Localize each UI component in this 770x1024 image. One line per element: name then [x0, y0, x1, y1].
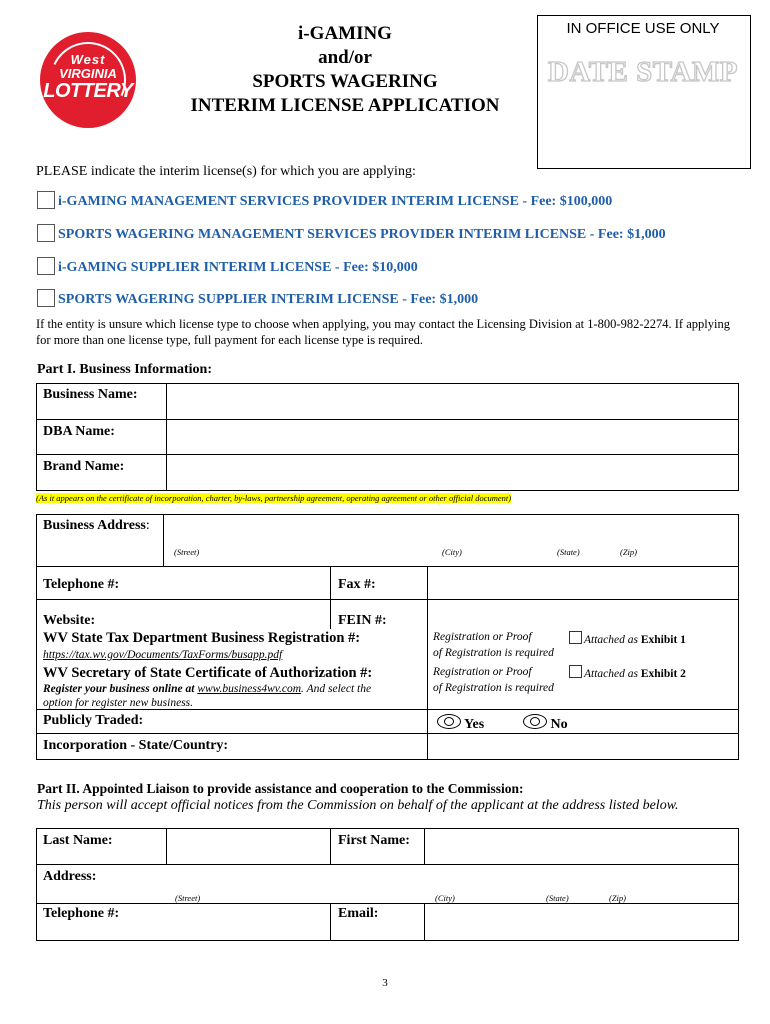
license-checkbox[interactable]	[37, 257, 55, 275]
state-hint: (State)	[557, 547, 580, 557]
fein-field[interactable]	[429, 600, 738, 629]
page-number: 3	[382, 977, 388, 989]
title-line-4: INTERIM LICENSE APPLICATION	[190, 95, 500, 116]
date-stamp-watermark: DATE STAMP	[547, 56, 739, 88]
license-label: SPORTS WAGERING MANAGEMENT SERVICES PROVIDER INTERIM LICENSE - Fee: $1,000	[58, 227, 666, 242]
publicly-traded-yes[interactable]: Yes	[437, 714, 484, 733]
license-option-igaming-supplier[interactable]	[37, 257, 418, 276]
incorporation-label: Incorporation - State/Country:	[43, 738, 229, 753]
part-1-heading: Part I. Business Information:	[37, 362, 213, 377]
first-name-field[interactable]	[426, 830, 738, 863]
exhibit-2-checkbox[interactable]	[569, 665, 582, 678]
license-label: SPORTS WAGERING SUPPLIER INTERIM LICENSE - Fee: $1,000	[58, 292, 479, 307]
business-name-label: Business Name:	[43, 387, 138, 402]
zip-hint: (Zip)	[609, 893, 626, 903]
exhibit-1-attachment[interactable]: Attached as Exhibit 1	[569, 631, 686, 646]
street-hint: (Street)	[175, 893, 201, 903]
title-line-1: i-GAMING	[298, 23, 392, 44]
part-2-subheading: This person will accept official notices from the Commission on behalf of the applicant at the address listed below.	[37, 798, 679, 813]
telephone-label: Telephone #:	[43, 577, 120, 592]
sos-option-text: option for register new business.	[43, 697, 194, 709]
dba-name-label: DBA Name:	[43, 424, 115, 439]
incorporation-field[interactable]	[429, 734, 738, 759]
business-details-table	[36, 514, 739, 760]
title-line-3: SPORTS WAGERING	[252, 71, 438, 92]
license-label: i-GAMING SUPPLIER INTERIM LICENSE - Fee: $10,000	[58, 260, 418, 275]
dba-name-field[interactable]	[167, 420, 738, 453]
business-name-field[interactable]	[167, 385, 738, 418]
publicly-traded-label: Publicly Traded:	[43, 713, 144, 728]
license-checkbox[interactable]	[37, 191, 55, 209]
form-title	[160, 22, 530, 118]
business-address-field[interactable]	[164, 516, 738, 565]
liaison-table	[36, 828, 739, 941]
logo-line-3: LOTTERY	[43, 80, 133, 102]
exhibit-2-attachment[interactable]: Attached as Exhibit 2	[569, 665, 686, 680]
city-hint: (City)	[435, 893, 455, 903]
email-field[interactable]	[426, 904, 738, 940]
license-option-igaming-msp[interactable]	[37, 191, 612, 210]
sos-certificate-label: WV Secretary of State Certificate of Authorization #:	[43, 665, 373, 681]
license-label: i-GAMING MANAGEMENT SERVICES PROVIDER INTERIM LICENSE - Fee: $100,000	[58, 194, 613, 209]
business-address-label: Business Address:	[43, 518, 150, 533]
license-checkbox[interactable]	[37, 224, 55, 242]
website-label: Website:	[43, 613, 96, 628]
exhibit-1-checkbox[interactable]	[569, 631, 582, 644]
license-option-sports-supplier[interactable]	[37, 289, 478, 308]
office-use-label: IN OFFICE USE ONLY	[566, 20, 720, 37]
registration-required-text-2: of Registration is required	[433, 682, 554, 694]
brand-name-label: Brand Name:	[43, 459, 125, 474]
logo-line-2: VIRGINIA	[59, 66, 117, 81]
registration-proof-text-1: Registration or Proof	[433, 631, 532, 643]
sos-register-text: Register your business online at www.business4wv.com. And select the	[43, 683, 372, 695]
official-document-note: (As it appears on the certificate of incorporation, charter, by-laws, partnership agreement, operating agreement or other official document)	[36, 493, 512, 503]
liaison-address-label: Address:	[43, 869, 97, 884]
fein-label: FEIN #:	[338, 613, 387, 628]
part-2-heading: Part II. Appointed Liaison to provide assistance and cooperation to the Commission:	[37, 781, 524, 796]
tax-registration-label: WV State Tax Department Business Registration #:	[43, 630, 361, 646]
registration-proof-text-2: Registration or Proof	[433, 666, 532, 678]
last-name-label: Last Name:	[43, 833, 113, 848]
first-name-label: First Name:	[338, 833, 410, 848]
license-option-sports-msp[interactable]	[37, 224, 666, 243]
license-note: If the entity is unsure which license type to choose when applying, you may contact the Licensing Division at 1-800-982-2274. If applying for more than one license type, full payment for each license type is required.	[36, 317, 730, 347]
business-names-table	[36, 383, 739, 491]
city-hint: (City)	[442, 547, 462, 557]
fax-label: Fax #:	[338, 577, 376, 592]
email-label: Email:	[338, 906, 379, 921]
brand-name-field[interactable]	[167, 455, 738, 490]
zip-hint: (Zip)	[620, 547, 637, 557]
tax-form-link[interactable]: https://tax.wv.gov/Documents/TaxForms/busapp.pdf	[43, 649, 283, 661]
liaison-telephone-field[interactable]	[167, 904, 329, 940]
title-line-2: and/or	[318, 47, 372, 68]
street-hint: (Street)	[174, 547, 200, 557]
office-use-box	[537, 15, 751, 169]
license-intro-text: PLEASE indicate the interim license(s) for which you are applying:	[36, 164, 416, 179]
license-checkbox[interactable]	[37, 289, 55, 307]
liaison-telephone-label: Telephone #:	[43, 906, 120, 921]
fax-field[interactable]	[429, 567, 738, 598]
registration-required-text-1: of Registration is required	[433, 647, 554, 659]
last-name-field[interactable]	[167, 830, 329, 863]
no-radio[interactable]	[523, 714, 547, 729]
sos-link[interactable]: www.business4wv.com	[197, 683, 302, 695]
publicly-traded-no[interactable]: No	[523, 714, 568, 733]
logo-line-1: West	[70, 52, 106, 67]
wv-lottery-logo	[40, 32, 136, 128]
state-hint: (State)	[546, 893, 569, 903]
yes-radio[interactable]	[437, 714, 461, 729]
